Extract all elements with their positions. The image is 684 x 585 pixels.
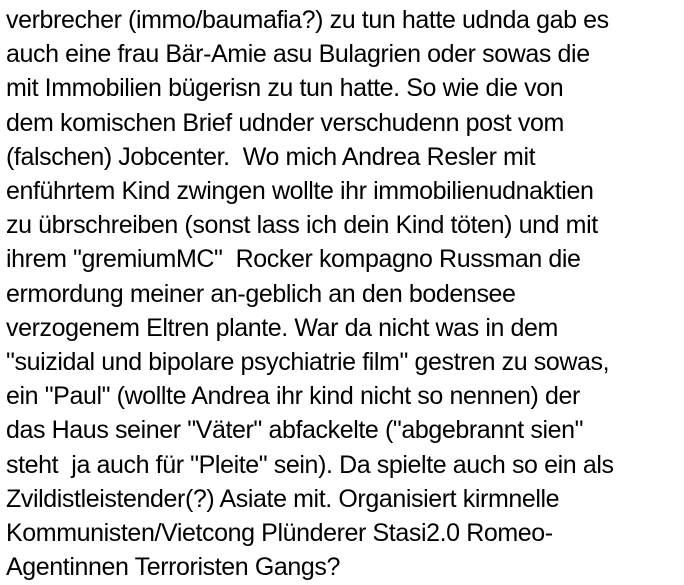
text-line: verbrecher (immo/baumafia?) zu tun hatte udnda gab es: [6, 6, 609, 34]
text-line: enführtem Kind zwingen wollte ihr immobilienudnaktien: [6, 177, 594, 206]
text-line: steht ja auch für "Pleite" sein). Da spielte auch so ein als: [6, 450, 614, 479]
text-line: ermordung meiner an-geblich an den bodensee: [6, 279, 516, 308]
text-line: "suizidal und bipolare psychiatrie film" gestren zu sowas,: [6, 348, 610, 377]
text-line: Zvildistleistender(?) Asiate mit. Organisiert kirmnelle: [6, 484, 560, 513]
text-line: das Haus seiner "Väter" abfackelte ("abgebrannt sien": [6, 416, 584, 445]
text-line: auch eine frau Bär-Amie asu Bulagrien oder sowas die: [6, 40, 590, 69]
text-line: ein "Paul" (wollte Andrea ihr kind nicht so nennen) der: [6, 382, 580, 411]
text-line: Agentinnen Terroristen Gangs?: [6, 553, 340, 582]
text-line: verzogenem Eltren plante. War da nicht was in dem: [6, 313, 558, 342]
text-line: ihrem "gremiumMC" Rocker kompagno Russman die: [6, 245, 581, 274]
text-line: dem komischen Brief udnder verschudenn post vom: [6, 108, 564, 137]
text-line: Kommunisten/Vietcong Plünderer Stasi2.0 Romeo-: [6, 519, 553, 548]
text-line: (falschen) Jobcenter. Wo mich Andrea Resler mit: [6, 142, 536, 171]
text-line: mit Immobilien bügerisn zu tun hatte. So wie die von: [6, 74, 564, 103]
text-line: zu übrschreiben (sonst lass ich dein Kind töten) und mit: [6, 211, 598, 240]
